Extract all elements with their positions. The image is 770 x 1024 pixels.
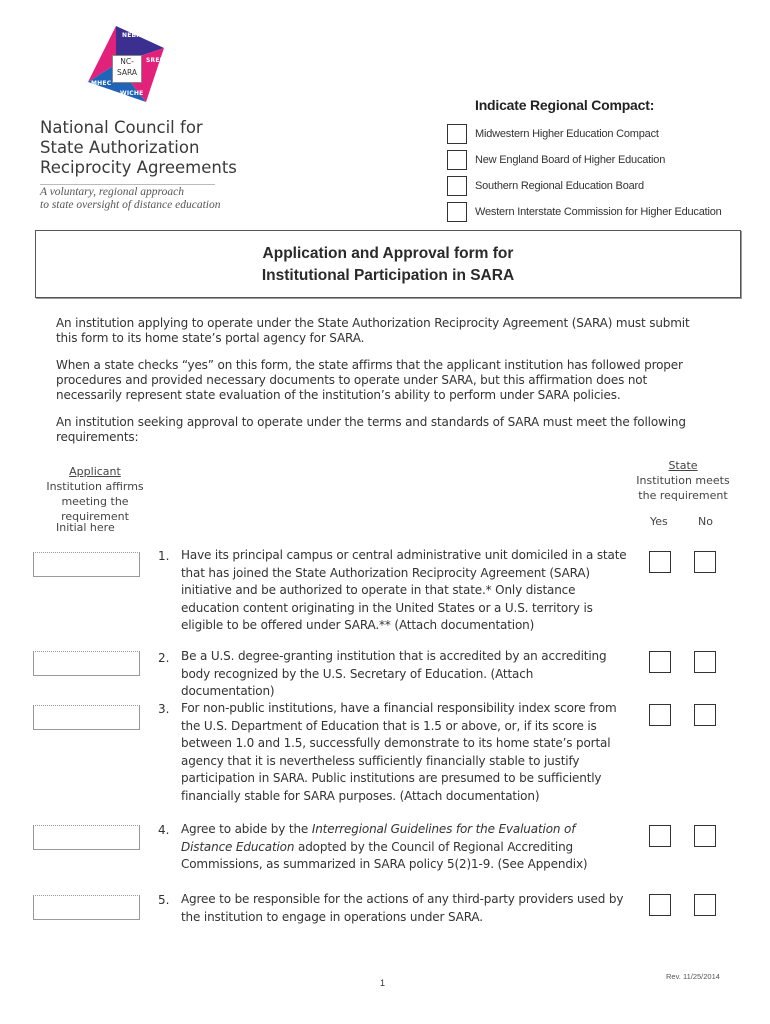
requirement-number: 2. xyxy=(158,651,170,665)
requirement-number: 1. xyxy=(158,549,170,563)
compact-option-mhec[interactable] xyxy=(447,124,659,144)
requirement-4-text: Agree to abide by the Interregional Guidelines for the Evaluation of Distance Education adopted by the Council of Regional Accrediting Commissions, as summarized in SARA policy 5(2)1-9. (See Appendix) xyxy=(181,822,588,871)
compact-checkbox[interactable] xyxy=(447,202,467,222)
requirement-2-text: Be a U.S. degree-granting institution that is accredited by an accrediting body recognized by the U.S. Secretary of Education. (Attach documentation) xyxy=(181,649,607,698)
requirement-1-no-checkbox[interactable] xyxy=(694,551,716,573)
requirement-2-yes-checkbox[interactable] xyxy=(649,651,671,673)
form-title-box xyxy=(35,230,741,298)
requirement-3-text: For non-public institutions, have a financial responsibility index score from the U.S. Department of Education that is 1.5 or above, or, if its score is between 1.0 and 1.5, successfully demonstrate to its home state’s portal agency that it is nevertheless sufficiently financially stable to justify participation in SARA. Public institutions are presumed to be sufficiently financially stable for SARA purposes. (Attach documentation) xyxy=(181,701,617,803)
initial-field-2[interactable] xyxy=(33,651,140,676)
page-number: 1 xyxy=(380,978,386,988)
requirement-number: 4. xyxy=(158,823,170,837)
revision-date: Rev. 11/25/2014 xyxy=(666,972,720,981)
compact-title: Indicate Regional Compact: xyxy=(475,97,655,113)
compact-option-label: Southern Regional Education Board xyxy=(475,180,644,192)
compact-option-label: New England Board of Higher Education xyxy=(475,154,666,166)
no-column-label: No xyxy=(698,515,713,528)
intro-paragraph-3: An institution seeking approval to operate under the terms and standards of SARA must meet the following requirements: xyxy=(56,415,686,444)
requirement-2-no-checkbox[interactable] xyxy=(694,651,716,673)
intro-paragraph-2: When a state checks “yes” on this form, the state affirms that the applicant institution has followed proper procedures and provided necessary documents to operate under SARA, but this affirmation does not necessarily represent state evaluation of the institution’s ability to perform under SARA policies. xyxy=(56,358,683,402)
compact-checkbox[interactable] xyxy=(447,150,467,170)
initial-field-5[interactable] xyxy=(33,895,140,920)
initial-field-4[interactable] xyxy=(33,825,140,850)
initial-field-1[interactable] xyxy=(33,552,140,577)
requirement-5-text: Agree to be responsible for the actions of any third-party providers used by the institution to engage in operations under SARA. xyxy=(181,892,624,924)
compact-checkbox[interactable] xyxy=(447,124,467,144)
logo-tag-nebhe: NEBHE xyxy=(122,32,146,39)
applicant-column-heading: Applicant Institution affirms meeting the requirement xyxy=(46,465,144,523)
state-column-heading: State Institution meets the requirement xyxy=(636,459,730,502)
requirement-4-no-checkbox[interactable] xyxy=(694,825,716,847)
logo-tag-sreb: SREB xyxy=(146,57,165,64)
org-tagline: A voluntary, regional approach to state oversight of distance education xyxy=(40,186,221,211)
requirement-3-yes-checkbox[interactable] xyxy=(649,704,671,726)
requirement-5-no-checkbox[interactable] xyxy=(694,894,716,916)
compact-option-wiche[interactable] xyxy=(447,202,722,222)
requirement-1-text: Have its principal campus or central administrative unit domiciled in a state that has joined the State Authorization Reciprocity Agreement (SARA) initiative and be authorized to operate in that state.* Only distance education content originating in the United States or a U.S. territory is eligible to be offered under SARA.** (Attach documentation) xyxy=(181,548,627,632)
requirement-4-yes-checkbox[interactable] xyxy=(649,825,671,847)
yes-column-label: Yes xyxy=(650,515,668,528)
logo-center-label: NC- SARA xyxy=(112,55,142,83)
initial-field-3[interactable] xyxy=(33,705,140,730)
intro-paragraph-1: An institution applying to operate under the State Authorization Reciprocity Agreement (SARA) must submit this form to its home state’s portal agency for SARA. xyxy=(56,316,690,345)
compact-checkbox[interactable] xyxy=(447,176,467,196)
org-name: National Council for State Authorization Reciprocity Agreements xyxy=(40,118,237,177)
compact-option-nebhe[interactable] xyxy=(447,150,665,170)
requirement-number: 3. xyxy=(158,702,170,716)
form-title-line2: Institutional Participation in SARA xyxy=(261,267,515,284)
form-title-line1: Application and Approval form for xyxy=(262,245,514,262)
compact-option-label: Midwestern Higher Education Compact xyxy=(475,128,659,140)
compact-option-sreb[interactable] xyxy=(447,176,644,196)
logo-tag-mhec: MHEC xyxy=(91,80,112,87)
requirement-1-yes-checkbox[interactable] xyxy=(649,551,671,573)
org-divider xyxy=(40,184,215,185)
requirement-3-no-checkbox[interactable] xyxy=(694,704,716,726)
logo-tag-wiche: WICHE xyxy=(120,90,144,97)
requirement-5-yes-checkbox[interactable] xyxy=(649,894,671,916)
requirement-number: 5. xyxy=(158,893,170,907)
compact-option-label: Western Interstate Commission for Higher Education xyxy=(475,206,722,218)
initial-here-label: Initial here xyxy=(56,521,115,534)
